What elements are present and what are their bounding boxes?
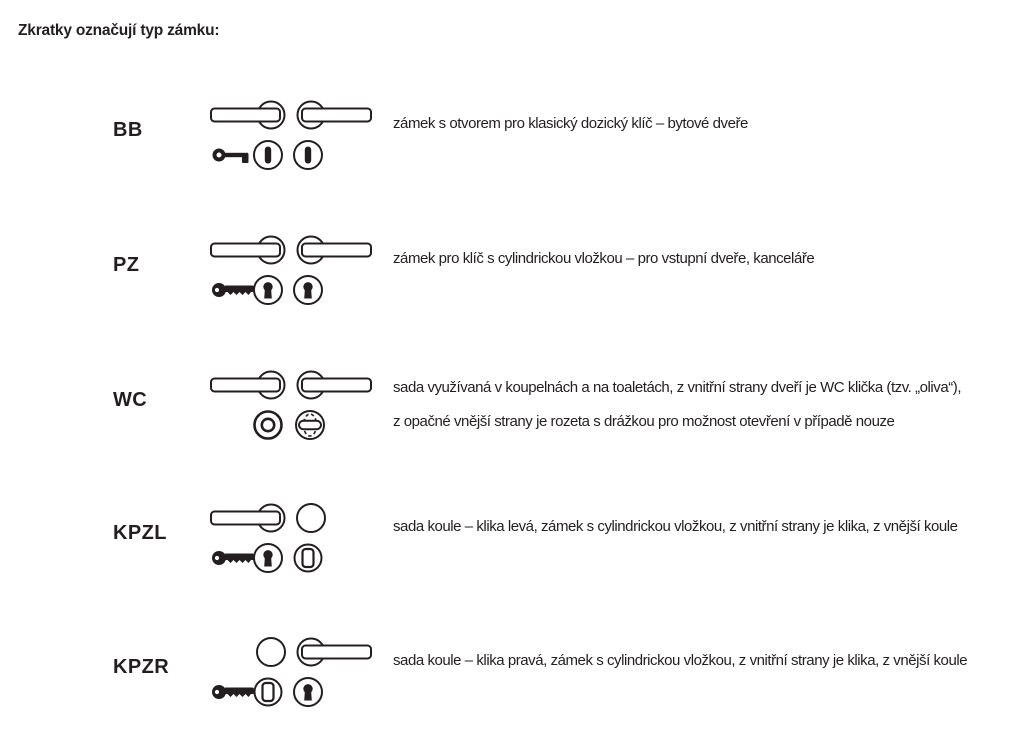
blind-rosette-icon bbox=[295, 545, 322, 572]
blind-rosette-icon bbox=[255, 679, 282, 706]
lever-handle-left-icon bbox=[211, 102, 285, 129]
lock-description: sada koule – klika levá, zámek s cylindrickou vložkou, z vnitřní strany je klika, z vnější koule bbox=[393, 518, 958, 535]
cylinder-key-icon bbox=[212, 283, 254, 297]
kpzr-hardware-illustration bbox=[210, 634, 376, 716]
lever-handle-left-icon bbox=[211, 505, 285, 532]
lock-description: zámek s otvorem pro klasický dozický klíč – bytové dveře bbox=[393, 115, 748, 132]
lever-handle-left-icon bbox=[211, 372, 285, 399]
lever-handle-right-icon bbox=[298, 372, 372, 399]
lock-type-row-kpzl bbox=[0, 500, 1011, 596]
lock-code-label: BB bbox=[113, 119, 143, 141]
classic-bit-key-icon bbox=[215, 151, 249, 164]
pz-cylinder-rosette-icon bbox=[294, 276, 322, 304]
lock-description-line: z opačné vnější strany je rozeta s drážkou pro možnost otevření v případě nouze bbox=[393, 413, 895, 430]
lock-code-label: KPZR bbox=[113, 656, 170, 678]
lever-handle-right-icon bbox=[298, 102, 372, 129]
cylinder-key-icon bbox=[212, 685, 254, 699]
lock-type-row-bb bbox=[0, 97, 1011, 193]
lock-type-row-pz bbox=[0, 232, 1011, 328]
cylinder-key-icon bbox=[212, 551, 254, 565]
wc-hardware-illustration bbox=[210, 367, 376, 449]
groove-rosette-icon bbox=[255, 412, 282, 439]
lock-description-line: sada využívaná v koupelnách a na toaletách, z vnitřní strany dveří je WC klička (tzv. „oliva“), bbox=[393, 379, 962, 396]
pz-hardware-illustration bbox=[210, 232, 376, 314]
lock-description: sada koule – klika pravá, zámek s cylindrickou vložkou, z vnitřní strany je klika, z vnější koule bbox=[393, 652, 968, 669]
lock-code-label: WC bbox=[113, 389, 148, 411]
lever-handle-left-icon bbox=[211, 237, 285, 264]
lock-description: zámek pro klíč s cylindrickou vložkou – pro vstupní dveře, kanceláře bbox=[393, 250, 815, 267]
bb-keyhole-rosette-icon bbox=[254, 141, 282, 169]
ball-knob-icon bbox=[257, 638, 285, 666]
pz-cylinder-rosette-icon bbox=[254, 544, 282, 572]
kpzl-hardware-illustration bbox=[210, 500, 376, 582]
ball-knob-icon bbox=[297, 504, 325, 532]
pz-cylinder-rosette-icon bbox=[254, 276, 282, 304]
lock-code-label: PZ bbox=[113, 254, 140, 276]
bb-hardware-illustration bbox=[210, 97, 376, 179]
lock-type-row-wc bbox=[0, 367, 1011, 463]
lever-handle-right-icon bbox=[298, 639, 372, 666]
wc-oliva-rosette-icon bbox=[296, 411, 324, 439]
lever-handle-right-icon bbox=[298, 237, 372, 264]
lock-code-label: KPZL bbox=[113, 522, 167, 544]
page-title: Zkratky označují typ zámku: bbox=[18, 22, 220, 39]
lock-description bbox=[393, 371, 961, 439]
lock-type-row-kpzr bbox=[0, 634, 1011, 730]
bb-keyhole-rosette-icon bbox=[294, 141, 322, 169]
pz-cylinder-rosette-icon bbox=[294, 678, 322, 706]
